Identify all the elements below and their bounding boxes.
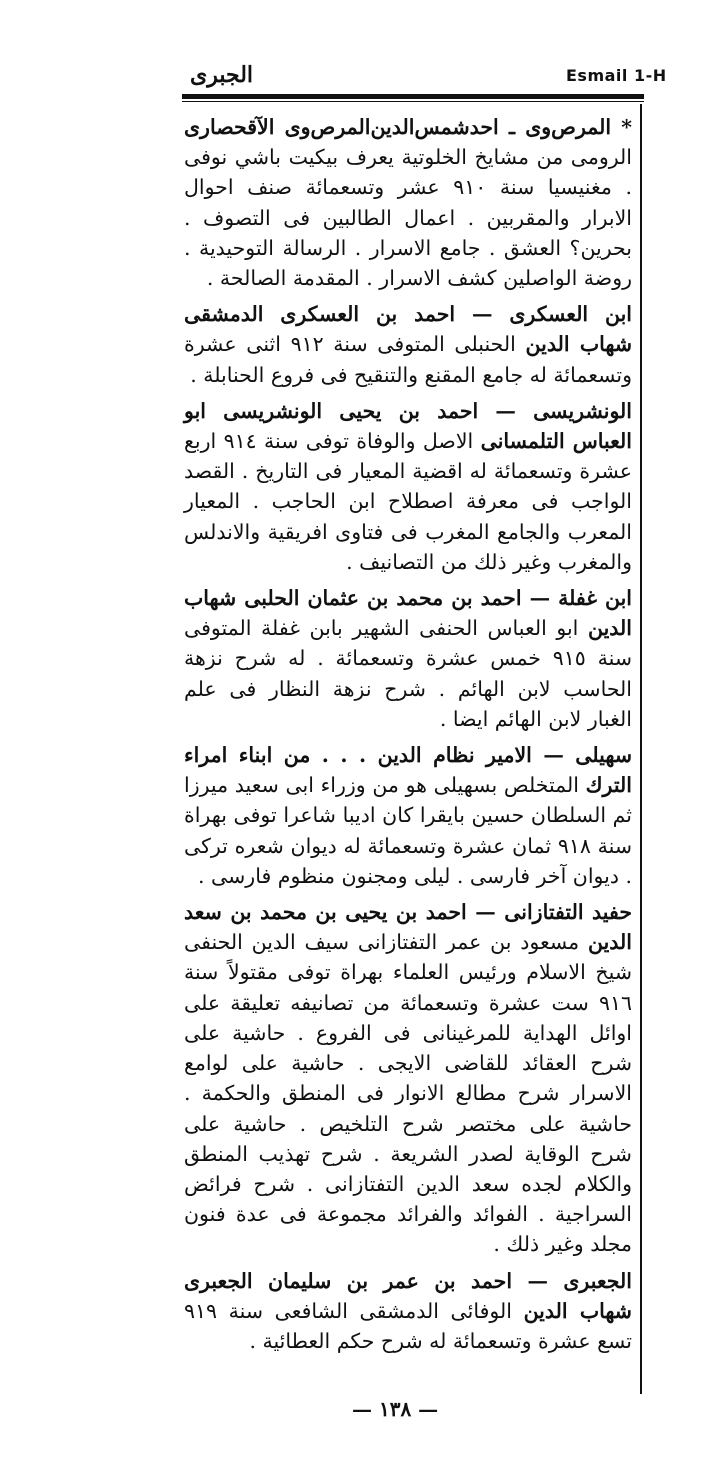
page-header-code: Esmail 1-H [566, 66, 667, 85]
entry-body: ابو العباس الحنفى الشهير بابن غفلة المتوفى سنة ٩١٥ خمس عشرة وتسعمائة . له شرح نزهة الحاسب لابن الهائم . شرح نزهة النظار فى علم الغبار لابن الهائم ايضا . [184, 616, 632, 731]
page-number: — ١٣٨ — [352, 1397, 439, 1421]
entry [184, 583, 632, 734]
entry-heading: ابن العسكرى — احمد بن العسكرى الدمشقى شهاب الدين [184, 302, 632, 357]
page-header-title: الجبرى [190, 62, 254, 88]
entry-heading: ابن غفلة — احمد بن محمد بن عثمان الحلبى شهاب الدين [184, 586, 632, 641]
entry-body: الحنبلى المتوفى سنة ٩١٢ اثنى عشرة وتسعمائة له جامع المقنع والتنقيح فى فروع الحنابلة . [184, 332, 632, 387]
entry-heading: * المرص‌وی ـ احدشمس‌الدين‌المرص‌وی الآقحصاری [184, 115, 632, 139]
entry-body: الاصل والوفاة توفى سنة ٩١٤ اربع عشرة وتسعمائة له اقضية المعيار فى التاريخ . القصد الواجب فى معرفة اصطلاح ابن الحاجب . المعيار المعرب والجامع المغرب فى فتاوى افريقية والاندلس والمغرب وغير ذلك من التصانيف . [184, 429, 632, 574]
entry-heading: حفيد التفتازانى — احمد بن يحيى بن محمد بن سعد الدين [184, 900, 632, 955]
entry-body: الوفائى الدمشقى الشافعى سنة ٩١٩ تسع عشرة وتسعمائة له شرح حكم العطائية . [184, 1298, 632, 1353]
entry [184, 396, 632, 577]
header-rule-thick [182, 94, 644, 99]
entry-heading: الجعبرى — احمد بن عمر بن سليمان الجعبرى شهاب الدين [184, 1268, 632, 1323]
entry [184, 897, 632, 1259]
entry-body: المتخلص بسهيلى هو من وزراء ابى سعيد ميرزا ثم السلطان حسين بايقرا كان اديبا شاعرا توفى بهراة سنة ٩١٨ ثمان عشرة وتسعمائة له ديوان شعره تركى . ديوان آخر فارسى . ليلى ومجنون منظوم فارسى . [184, 773, 633, 888]
entry [184, 1266, 632, 1357]
entry [184, 740, 632, 891]
entry-heading: الونشريسى — احمد بن يحيى الونشريسى ابو العباس التلمسانى [184, 398, 632, 454]
margin-rule [640, 104, 642, 1394]
entries-column [184, 112, 632, 1356]
entry [184, 299, 632, 390]
header-rule-thin [182, 101, 644, 102]
entry-body: مسعود بن عمر التفتازانى سيف الدين الحنفى شيخ الاسلام ورئيس العلماء بهراة توفى مقتولاً سنة ٩١٦ ست عشرة وتسعمائة من تصانيفه تعليقة على اوائل الهداية للمرغينانى فى الفروع . حاشية على شرح العقائد للقاضى الايجى . حاشية على لوامع الاسرار شرح مطالع الانوار فى المنطق والحكمة . حاشية على مختصر شرح التلخيص . حاشية على شرح الوقاية لصدر الشريعة . شرح تهذيب المنطق والكلام لجده سعد الدين التفتازانى . شرح فرائض السراجية . الفوائد والفرائد مجموعة فى عدة فنون مجلد وغير ذلك . [184, 930, 632, 1257]
entry [184, 112, 632, 293]
entry-body: الرومى من مشايخ الخلوتية يعرف بيكيت باشي نوفى . مغنيسيا سنة ٩١٠ عشر وتسعمائة صنف احوال الابرار والمقربين . اعمال الطالبين فى التصوف . بحرين؟ العشق . جامع الاسرار . الرسالة التوحيدية . روضة الواصلين كشف الاسرار . المقدمة الصالحة . [184, 145, 632, 291]
entry-heading: سهيلى — الامير نظام الدين . . . من ابناء امراء الترك [184, 743, 632, 798]
